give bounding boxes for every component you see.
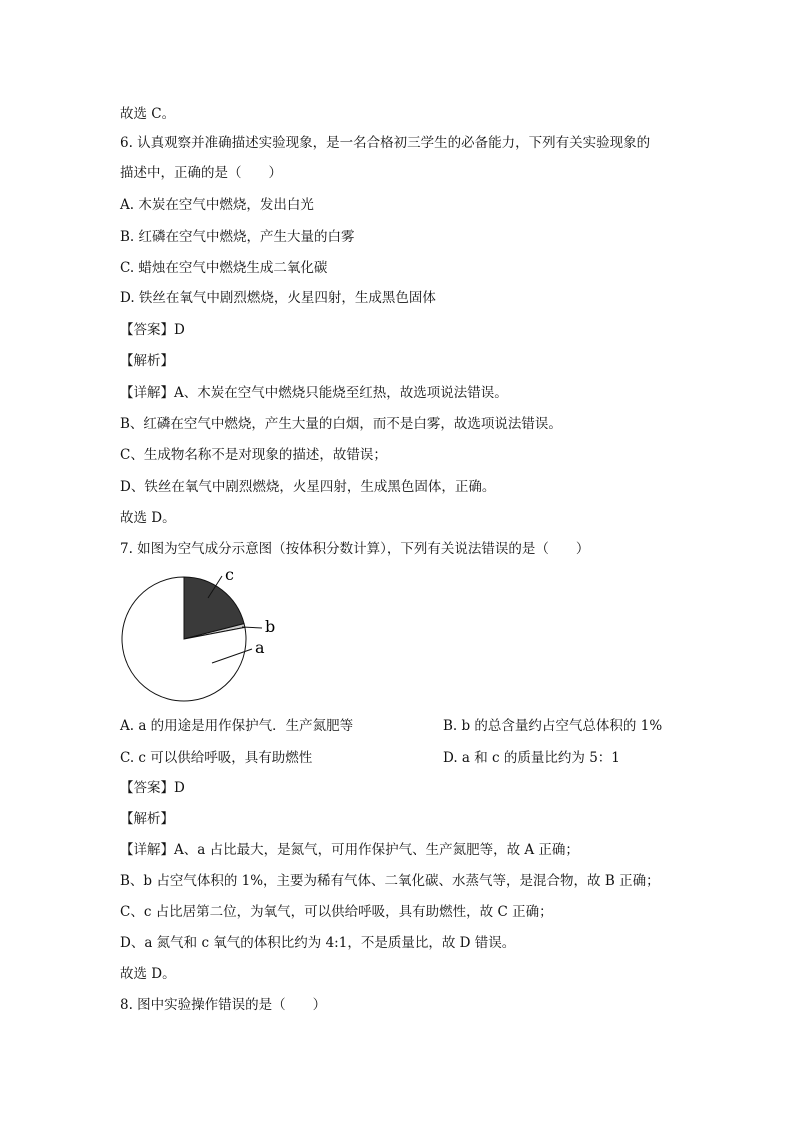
text-line: D、a 氮气和 c 氧气的体积比约为 4:1，不是质量比，故 D 错误。 (120, 935, 516, 951)
option-b: B. b 的总含量约占空气总体积的 1% (443, 718, 663, 734)
text-line: 【解析】 (120, 353, 174, 369)
text-line: 6. 认真观察并准确描述实验现象，是一名合格初三学生的必备能力，下列有关实验现象的 (120, 135, 651, 151)
text-line: 【解析】 (120, 811, 174, 827)
text-line: 故选 C。 (120, 106, 176, 122)
text-line: D. 铁丝在氧气中剧烈燃烧，火星四射，生成黑色固体 (120, 290, 436, 306)
text-line: B. 红磷在空气中燃烧，产生大量的白雾 (120, 229, 355, 245)
text-line: 【答案】D (120, 780, 185, 796)
pie-label-a: a (255, 638, 265, 657)
text-line: A. 木炭在空气中燃烧，发出白光 (120, 197, 314, 213)
pie-label-c: c (225, 565, 234, 584)
text-line: 【详解】A、a 占比最大，是氮气，可用作保护气、生产氮肥等，故 A 正确； (120, 842, 579, 858)
pie-label-b: b (265, 617, 276, 636)
text-line: C、生成物名称不是对现象的描述，故错误； (120, 447, 387, 463)
text-line: 7. 如图为空气成分示意图（按体积分数计算），下列有关说法错误的是（ ） (120, 541, 590, 557)
option-d: D. a 和 c 的质量比约为 5：1 (443, 750, 620, 766)
text-line: 【详解】A、木炭在空气中燃烧只能烧至红热，故选项说法错误。 (120, 385, 508, 401)
text-line: B、b 占空气体积的 1%，主要为稀有气体、二氧化碳、水蒸气等，是混合物，故 B 正确； (120, 873, 660, 889)
text-line: D、铁丝在氧气中剧烈燃烧，火星四射，生成黑色固体，正确。 (120, 479, 496, 495)
text-line: 8. 图中实验操作错误的是（ ） (120, 997, 327, 1013)
option-a: A. a 的用途是用作保护气．生产氮肥等 (120, 718, 354, 734)
text-line: 【答案】D (120, 322, 185, 338)
text-line: C. 蜡烛在空气中燃烧生成二氧化碳 (120, 260, 328, 276)
option-c: C. c 可以供给呼吸，具有助燃性 (120, 750, 313, 766)
text-line: 故选 D。 (120, 510, 176, 526)
air-composition-pie-chart (110, 560, 290, 710)
text-line: 故选 D。 (120, 966, 176, 982)
text-line: C、c 占比居第二位，为氧气，可以供给呼吸，具有助燃性，故 C 正确； (120, 904, 553, 920)
text-line: 描述中，正确的是（ ） (120, 165, 282, 181)
text-line: B、红磷在空气中燃烧，产生大量的白烟，而不是白雾，故选项说法错误。 (120, 416, 562, 432)
